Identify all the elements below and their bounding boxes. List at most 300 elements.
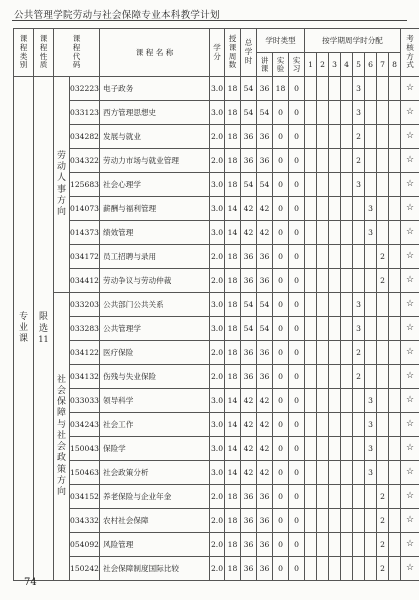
lecture-hours: 36 [257,533,273,557]
semester-2-hours [317,341,329,365]
col-header-nature: 课程性质 [34,29,54,77]
course-code: 034132 [70,365,100,389]
semester-8-hours [389,509,401,533]
semester-8-hours [389,533,401,557]
exam-mark: ☆ [401,197,419,221]
col-header-name: 课 程 名 称 [100,29,210,77]
weeks: 18 [225,317,241,341]
experiment-hours: 0 [273,365,289,389]
semester-2-hours [317,197,329,221]
semester-2-hours [317,149,329,173]
semester-4-hours [341,173,353,197]
exam-mark: ☆ [401,101,419,125]
experiment-hours: 0 [273,293,289,317]
semester-7-hours: 2 [377,485,389,509]
semester-2-hours [317,173,329,197]
exam-mark: ☆ [401,557,419,581]
total-hours: 36 [241,485,257,509]
semester-6-hours [365,485,377,509]
course-name: 保险学 [100,437,210,461]
semester-7-hours [377,389,389,413]
credits: 3.0 [210,197,225,221]
weeks: 18 [225,557,241,581]
semester-1-hours [305,125,317,149]
page-number: 74 [24,577,37,588]
semester-4-hours [341,341,353,365]
semester-8-hours [389,317,401,341]
semester-1-hours [305,197,317,221]
weeks: 18 [225,509,241,533]
semester-3-hours [329,125,341,149]
weeks: 14 [225,221,241,245]
course-name: 社会工作 [100,413,210,437]
semester-3-hours [329,557,341,581]
semester-7-hours [377,293,389,317]
semester-6-hours [365,533,377,557]
semester-6-hours [365,125,377,149]
semester-8-hours [389,557,401,581]
semester-4-hours [341,413,353,437]
course-code: 014073 [70,197,100,221]
table-row [14,197,419,221]
exam-mark: ☆ [401,245,419,269]
semester-8-hours [389,293,401,317]
semester-2-hours [317,77,329,101]
course-name: 社会政策分析 [100,461,210,485]
semester-7-hours [377,197,389,221]
experiment-hours: 0 [273,461,289,485]
exam-mark: ☆ [401,269,419,293]
lecture-hours: 54 [257,173,273,197]
weeks: 14 [225,437,241,461]
total-hours: 36 [241,533,257,557]
semester-4-hours [341,245,353,269]
credits: 3.0 [210,461,225,485]
course-name: 薪酬与福利管理 [100,197,210,221]
semester-8-hours [389,221,401,245]
experiment-hours: 0 [273,245,289,269]
practice-hours: 0 [289,317,305,341]
table-row [14,533,419,557]
semester-6-hours [365,317,377,341]
semester-1-hours [305,293,317,317]
weeks: 18 [225,269,241,293]
semester-2-hours [317,101,329,125]
credits: 3.0 [210,437,225,461]
weeks: 14 [225,197,241,221]
practice-hours: 0 [289,437,305,461]
semester-7-hours [377,437,389,461]
semester-7-hours [377,77,389,101]
semester-1-hours [305,533,317,557]
lecture-hours: 42 [257,413,273,437]
weeks: 18 [225,485,241,509]
semester-6-hours [365,269,377,293]
semester-5-hours [353,245,365,269]
semester-7-hours: 2 [377,533,389,557]
weeks: 18 [225,293,241,317]
semester-5-hours: 2 [353,149,365,173]
semester-4-hours [341,149,353,173]
course-code: 054092 [70,533,100,557]
weeks: 14 [225,461,241,485]
semester-8-hours [389,461,401,485]
semester-7-hours [377,101,389,125]
course-name: 发展与就业 [100,125,210,149]
semester-8-hours [389,389,401,413]
exam-mark: ☆ [401,533,419,557]
semester-8-hours [389,485,401,509]
semester-2-hours [317,533,329,557]
semester-6-hours [365,293,377,317]
lecture-hours: 42 [257,221,273,245]
weeks: 18 [225,101,241,125]
semester-7-hours [377,149,389,173]
exam-mark: ☆ [401,293,419,317]
weeks: 18 [225,341,241,365]
total-hours: 42 [241,437,257,461]
course-name: 西方管理思想史 [100,101,210,125]
col-header-experiment: 实验 [273,53,289,77]
credits: 2.0 [210,365,225,389]
lecture-hours: 42 [257,437,273,461]
semester-7-hours [377,461,389,485]
semester-2-hours [317,485,329,509]
semester-6-hours [365,173,377,197]
table-row [14,149,419,173]
course-name: 员工招聘与录用 [100,245,210,269]
semester-4-hours [341,77,353,101]
course-code: 150043 [70,437,100,461]
semester-2-hours [317,125,329,149]
exam-mark: ☆ [401,317,419,341]
semester-5-hours [353,221,365,245]
semester-3-hours [329,317,341,341]
exam-mark: ☆ [401,413,419,437]
exam-mark: ☆ [401,389,419,413]
exam-mark: ☆ [401,149,419,173]
table-row [14,221,419,245]
table-row [14,341,419,365]
col-header-semester-6: 6 [365,53,377,77]
semester-6-hours: 3 [365,197,377,221]
col-header-code: 课程代码 [54,29,100,77]
semester-6-hours [365,341,377,365]
semester-3-hours [329,149,341,173]
practice-hours: 0 [289,269,305,293]
course-code: 033033 [70,389,100,413]
semester-3-hours [329,461,341,485]
exam-mark: ☆ [401,341,419,365]
semester-2-hours [317,437,329,461]
total-hours: 42 [241,413,257,437]
experiment-hours: 0 [273,317,289,341]
weeks: 18 [225,77,241,101]
col-header-exam: 考核方式 [401,29,419,77]
credits: 2.0 [210,485,225,509]
credits: 2.0 [210,557,225,581]
semester-1-hours [305,221,317,245]
table-row [14,461,419,485]
semester-5-hours [353,533,365,557]
semester-2-hours [317,269,329,293]
semester-2-hours [317,557,329,581]
semester-6-hours [365,557,377,581]
semester-4-hours [341,533,353,557]
semester-4-hours [341,509,353,533]
semester-4-hours [341,365,353,389]
exam-mark: ☆ [401,77,419,101]
direction-social-security-cell: 社 会 保 障 与 社 会 政 策 方 向 [54,293,70,581]
total-hours: 42 [241,389,257,413]
course-code: 034412 [70,269,100,293]
total-hours: 36 [241,125,257,149]
semester-7-hours: 2 [377,557,389,581]
semester-5-hours: 2 [353,365,365,389]
course-name: 伤残与失业保险 [100,365,210,389]
semester-1-hours [305,317,317,341]
credits: 3.0 [210,221,225,245]
semester-2-hours [317,245,329,269]
course-code: 034243 [70,413,100,437]
lecture-hours: 42 [257,461,273,485]
course-name: 劳动力市场与就业管理 [100,149,210,173]
col-header-category: 课程类别 [14,29,34,77]
course-code: 034282 [70,125,100,149]
semester-4-hours [341,101,353,125]
practice-hours: 0 [289,461,305,485]
table-row [14,413,419,437]
semester-6-hours [365,365,377,389]
semester-5-hours [353,557,365,581]
course-code: 150463 [70,461,100,485]
experiment-hours: 0 [273,389,289,413]
semester-1-hours [305,509,317,533]
semester-4-hours [341,317,353,341]
semester-5-hours [353,413,365,437]
semester-1-hours [305,485,317,509]
exam-mark: ☆ [401,485,419,509]
experiment-hours: 0 [273,485,289,509]
semester-3-hours [329,77,341,101]
practice-hours: 0 [289,533,305,557]
semester-6-hours: 3 [365,437,377,461]
exam-mark: ☆ [401,365,419,389]
weeks: 18 [225,365,241,389]
col-header-semester-4: 4 [341,53,353,77]
semester-1-hours [305,437,317,461]
course-name: 养老保险与企业年金 [100,485,210,509]
semester-5-hours [353,269,365,293]
semester-4-hours [341,485,353,509]
semester-1-hours [305,365,317,389]
col-header-semester-3: 3 [329,53,341,77]
semester-2-hours [317,461,329,485]
lecture-hours: 36 [257,485,273,509]
semester-8-hours [389,197,401,221]
table-row [14,365,419,389]
semester-2-hours [317,221,329,245]
semester-6-hours [365,101,377,125]
exam-mark: ☆ [401,125,419,149]
semester-2-hours [317,509,329,533]
semester-8-hours [389,437,401,461]
practice-hours: 0 [289,341,305,365]
semester-4-hours [341,557,353,581]
col-header-semester-group: 按学期周学时分配 [305,29,401,53]
experiment-hours: 0 [273,413,289,437]
experiment-hours: 0 [273,125,289,149]
experiment-hours: 18 [273,77,289,101]
semester-8-hours [389,341,401,365]
weeks: 18 [225,149,241,173]
course-code: 034172 [70,245,100,269]
credits: 2.0 [210,509,225,533]
table-row [14,437,419,461]
semester-1-hours [305,245,317,269]
semester-3-hours [329,365,341,389]
semester-1-hours [305,173,317,197]
semester-6-hours: 3 [365,461,377,485]
total-hours: 36 [241,269,257,293]
practice-hours: 0 [289,221,305,245]
direction-hr-cell: 劳 动 人 事 方 向 [54,77,70,293]
course-code: 033203 [70,293,100,317]
total-hours: 54 [241,317,257,341]
experiment-hours: 0 [273,437,289,461]
table-row [14,125,419,149]
semester-3-hours [329,413,341,437]
exam-mark: ☆ [401,509,419,533]
table-row [14,101,419,125]
semester-7-hours: 2 [377,509,389,533]
col-header-practice: 实习 [289,53,305,77]
semester-3-hours [329,485,341,509]
credits: 2.0 [210,149,225,173]
semester-1-hours [305,341,317,365]
semester-3-hours [329,221,341,245]
semester-7-hours [377,413,389,437]
semester-3-hours [329,101,341,125]
experiment-hours: 0 [273,341,289,365]
semester-1-hours [305,461,317,485]
semester-8-hours [389,269,401,293]
semester-4-hours [341,197,353,221]
semester-3-hours [329,437,341,461]
course-code: 032223 [70,77,100,101]
course-name: 农村社会保障 [100,509,210,533]
semester-3-hours [329,533,341,557]
course-name: 劳动争议与劳动仲裁 [100,269,210,293]
course-name: 绩效管理 [100,221,210,245]
practice-hours: 0 [289,173,305,197]
semester-5-hours: 2 [353,341,365,365]
col-header-semester-8: 8 [389,53,401,77]
table-row [14,293,419,317]
total-hours: 36 [241,509,257,533]
lecture-hours: 54 [257,293,273,317]
practice-hours: 0 [289,485,305,509]
semester-3-hours [329,269,341,293]
table-row [14,317,419,341]
practice-hours: 0 [289,245,305,269]
experiment-hours: 0 [273,533,289,557]
semester-7-hours [377,317,389,341]
semester-3-hours [329,389,341,413]
semester-4-hours [341,221,353,245]
course-code: 034322 [70,149,100,173]
lecture-hours: 36 [257,269,273,293]
total-hours: 36 [241,341,257,365]
col-header-lecture: 讲课 [257,53,273,77]
credits: 3.0 [210,317,225,341]
lecture-hours: 42 [257,389,273,413]
weeks: 18 [225,245,241,269]
practice-hours: 0 [289,197,305,221]
credits: 2.0 [210,341,225,365]
semester-5-hours: 3 [353,77,365,101]
lecture-hours: 36 [257,341,273,365]
semester-5-hours [353,485,365,509]
table-body [14,77,419,581]
credits: 3.0 [210,173,225,197]
semester-8-hours [389,101,401,125]
practice-hours: 0 [289,77,305,101]
semester-7-hours [377,341,389,365]
total-hours: 54 [241,293,257,317]
semester-7-hours: 2 [377,269,389,293]
credits: 2.0 [210,533,225,557]
course-name: 风险管理 [100,533,210,557]
course-name: 公共部门公共关系 [100,293,210,317]
semester-2-hours [317,365,329,389]
semester-1-hours [305,77,317,101]
semester-6-hours: 3 [365,389,377,413]
course-code: 034122 [70,341,100,365]
practice-hours: 0 [289,509,305,533]
weeks: 18 [225,533,241,557]
table-row [14,77,419,101]
experiment-hours: 0 [273,101,289,125]
lecture-hours: 36 [257,125,273,149]
semester-4-hours [341,461,353,485]
course-name: 领导科学 [100,389,210,413]
semester-1-hours [305,101,317,125]
exam-mark: ☆ [401,221,419,245]
course-name: 电子政务 [100,77,210,101]
curriculum-table [13,28,419,581]
col-header-semester-7: 7 [377,53,389,77]
nature-cell: 限 选 11 [34,77,54,581]
semester-7-hours [377,365,389,389]
weeks: 18 [225,125,241,149]
table-row [14,485,419,509]
semester-2-hours [317,293,329,317]
semester-3-hours [329,293,341,317]
semester-4-hours [341,389,353,413]
credits: 3.0 [210,389,225,413]
practice-hours: 0 [289,101,305,125]
total-hours: 36 [241,365,257,389]
semester-1-hours [305,413,317,437]
total-hours: 42 [241,221,257,245]
course-code: 125683 [70,173,100,197]
col-header-semester-2: 2 [317,53,329,77]
weeks: 14 [225,413,241,437]
running-header: 公共管理学院劳动与社会保障专业本科教学计划 [14,10,220,21]
total-hours: 54 [241,173,257,197]
lecture-hours: 36 [257,77,273,101]
